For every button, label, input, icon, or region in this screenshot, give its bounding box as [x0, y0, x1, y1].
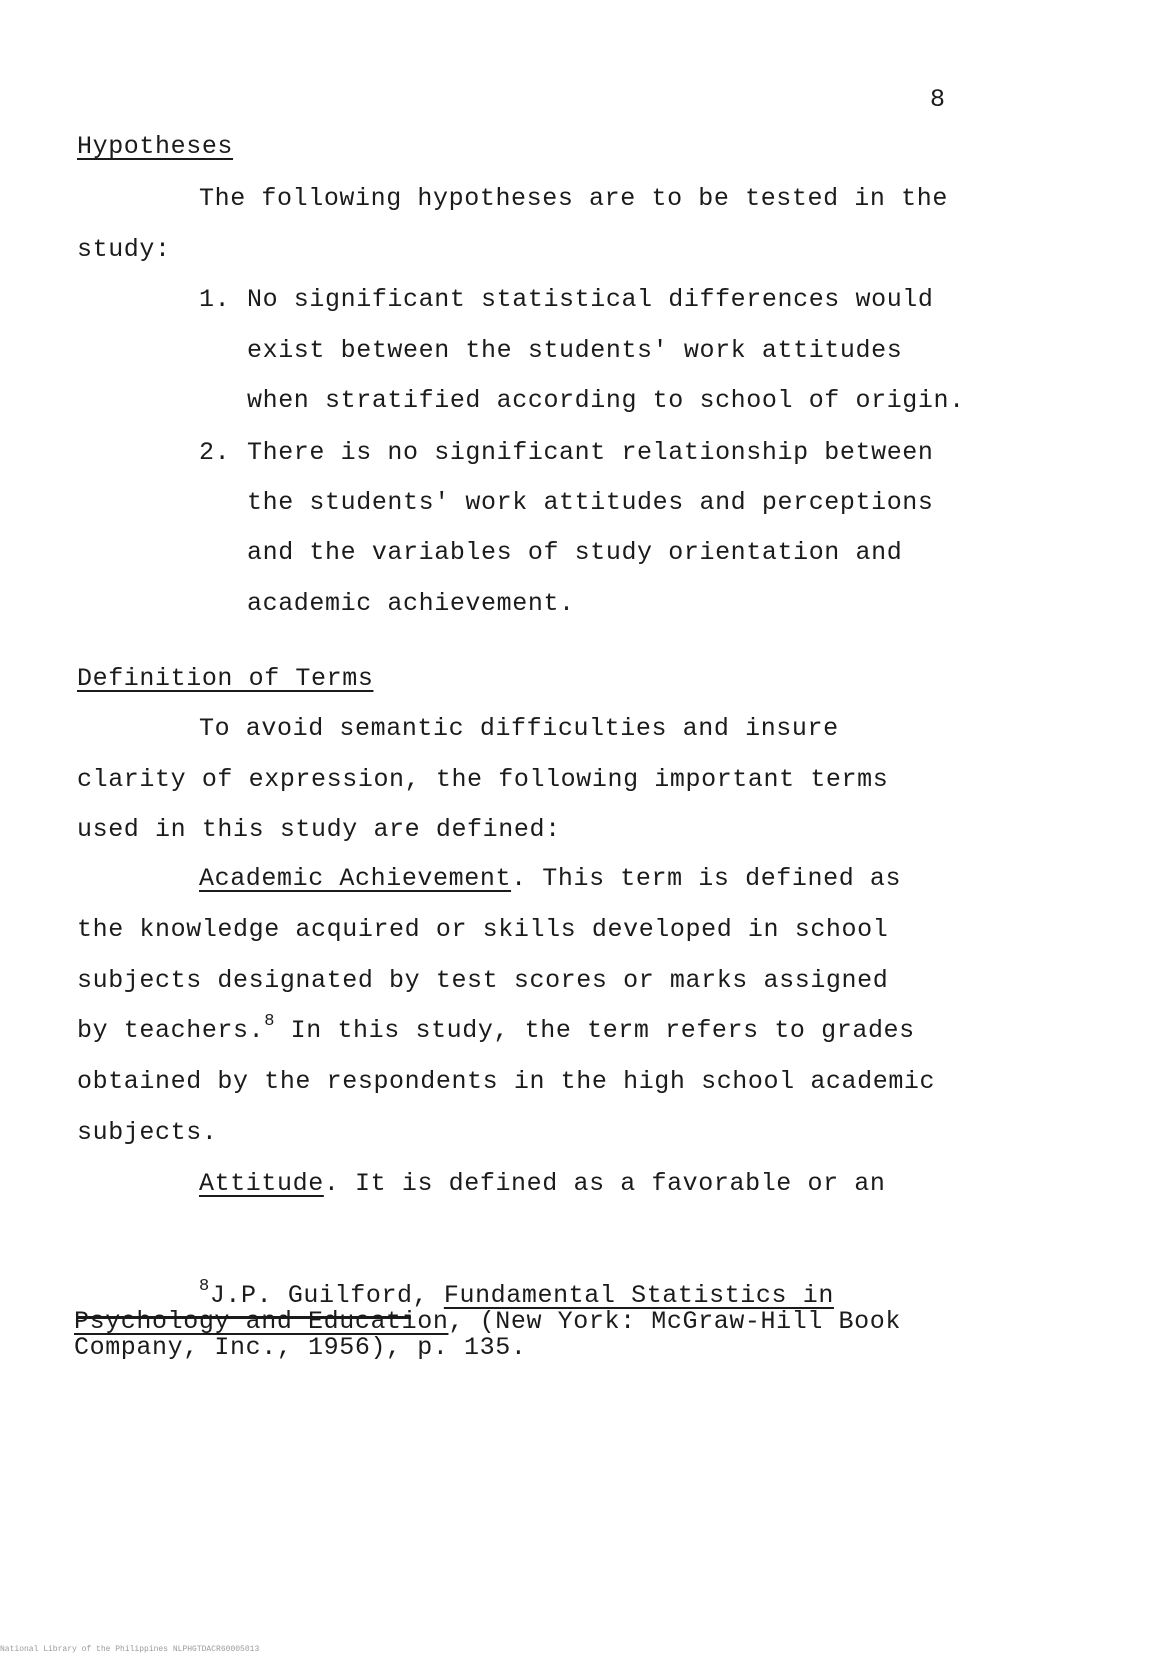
hypothesis-line: the students' work attitudes and perceptions — [247, 488, 934, 517]
hypothesis-line: academic achievement. — [247, 589, 575, 618]
footnote-title-part-2: Psychology and Education — [74, 1307, 449, 1336]
academic-achievement-line: obtained by the respondents in the high school academic — [77, 1067, 936, 1096]
hypothesis-line: There is no significant relationship between — [247, 438, 934, 467]
footnote-reference: 8 — [264, 1012, 276, 1031]
academic-achievement-line-1 — [199, 864, 901, 894]
academic-achievement-definition-start: . This term is defined as — [511, 864, 902, 893]
footnote-marker: 8 — [199, 1277, 210, 1296]
hypothesis-line: exist between the students' work attitudes — [247, 336, 903, 365]
definitions-intro-line: clarity of expression, the following important terms — [77, 765, 889, 794]
footnote-title-part-1: Fundamental Statistics in — [443, 1281, 834, 1310]
hypotheses-intro-line-2: study: — [77, 235, 171, 264]
academic-achievement-line: subjects designated by test scores or marks assigned — [77, 966, 889, 995]
academic-achievement-line-4-before: by teachers. — [77, 1016, 265, 1045]
attitude-definition-start: . It is defined as a favorable or an — [323, 1169, 886, 1198]
definitions-intro-line: To avoid semantic difficulties and insure — [199, 714, 839, 743]
archive-footer: National Library of the Philippines NLPHGTDACR60005013 — [0, 1645, 260, 1654]
hypothesis-line: No significant statistical differences would — [247, 285, 934, 314]
academic-achievement-line: the knowledge acquired or skills developed in school — [77, 915, 889, 944]
footnote-author: J.P. Guilford, — [209, 1281, 444, 1310]
academic-achievement-line: subjects. — [77, 1118, 218, 1147]
hypothesis-line: and the variables of study orientation and — [247, 538, 903, 567]
hypotheses-heading: Hypotheses — [77, 132, 234, 161]
academic-achievement-term: Academic Achievement — [199, 864, 512, 893]
definitions-heading: Definition of Terms — [77, 664, 374, 693]
hypothesis-number: 1. — [199, 285, 231, 314]
footnote-line-3: Company, Inc., 1956), p. 135. — [74, 1333, 527, 1362]
hypothesis-line: when stratified according to school of origin. — [247, 386, 965, 415]
hypotheses-intro-line-1: The following hypotheses are to be tested in the — [199, 184, 948, 213]
definitions-intro-line: used in this study are defined: — [77, 815, 561, 844]
attitude-line-1 — [199, 1169, 886, 1199]
footnote-publisher: , (New York: McGraw-Hill Book — [448, 1307, 901, 1336]
academic-achievement-line-4 — [77, 1012, 915, 1049]
footnote-line-2 — [74, 1308, 901, 1336]
hypothesis-number: 2. — [199, 438, 231, 467]
academic-achievement-line-4-after: In this study, the term refers to grades — [275, 1016, 915, 1045]
page-number: 8 — [930, 85, 946, 114]
attitude-term: Attitude — [199, 1169, 324, 1198]
